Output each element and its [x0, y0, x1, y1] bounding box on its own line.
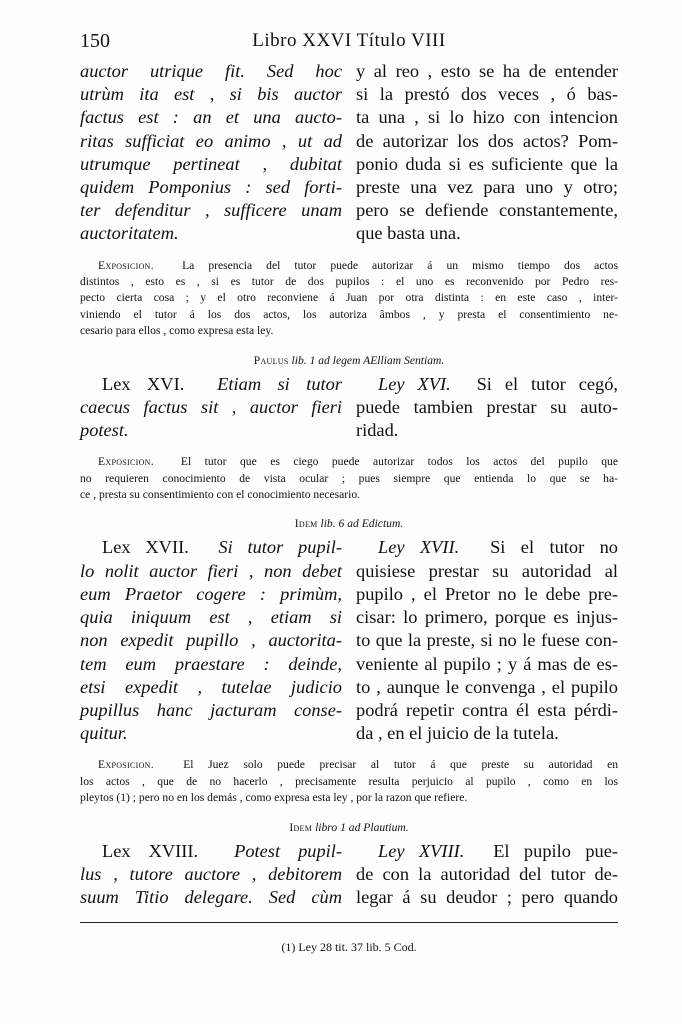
spanish-line: ridad. — [356, 420, 399, 441]
parallel-text-block — [80, 60, 618, 246]
latin-line: Etiam si tutor — [217, 373, 342, 394]
exposicion-label: Exposicion. — [98, 758, 154, 772]
latin-line: utrumque pertineat , dubitat — [80, 153, 342, 174]
spanish-line: puede tambien prestar su auto- — [356, 396, 618, 417]
exposicion-line: cesario para ellos , como expresa esta ley. — [80, 324, 274, 338]
source-reference: libro 1 ad Plautium. — [315, 820, 409, 834]
lex-number: Lex XVII. — [102, 537, 189, 558]
spanish-line: de autorizar los dos actos? Pom- — [356, 130, 618, 151]
exposicion-line: ce , presta su consentimiento con el conocimiento necesario. — [80, 488, 361, 502]
page-header — [80, 26, 618, 60]
spanish-line: si la prestó dos veces , ó bas- — [356, 84, 618, 105]
source-citation — [80, 821, 618, 834]
latin-line: auctoritatem. — [80, 223, 179, 244]
source-citation — [80, 517, 618, 530]
spanish-line: to que la preste, si no le fuese con- — [356, 630, 618, 651]
source-citation — [80, 354, 618, 367]
latin-line: eum Praetor cogere : primùm, — [80, 583, 342, 604]
exposicion-line: La presencia del tutor puede autorizar á un mismo tiempo dos actos — [182, 258, 618, 272]
exposicion-note — [80, 258, 618, 340]
page — [80, 26, 618, 909]
latin-line: lus , tutore auctore , debitorem — [80, 863, 342, 884]
latin-line: ritas sufficiat eo animo , ut ad — [80, 130, 342, 151]
latin-line: pupillus hanc jacturam conse- — [80, 699, 342, 720]
spanish-line: quisiese prestar su autoridad al — [356, 560, 618, 581]
latin-line: suum Titio delegare. Sed cùm — [80, 886, 342, 907]
law-block — [80, 373, 618, 443]
latin-line: non expedit pupillo , auctorita- — [80, 630, 342, 651]
spanish-line: da , en el juicio de la tutela. — [356, 723, 559, 744]
exposicion-line: viniendo el tutor á los dos actos, los autoriza âmbos , y presta el consentimiento ne- — [80, 307, 618, 321]
spanish-line: Si el tutor cegó, — [476, 373, 619, 394]
lex-number: Lex XVI. — [102, 373, 185, 394]
spanish-line: pupilo , el Pretor no le debe pre- — [356, 583, 618, 604]
latin-line: quia iniquum est , etiam si — [80, 607, 342, 628]
ley-number: Ley XVIII. — [378, 840, 465, 861]
ley-number: Ley XVII. — [378, 537, 460, 558]
latin-column — [80, 373, 342, 443]
source-author: Idem — [294, 517, 318, 531]
running-title: Libro XXVI Título VIII — [252, 30, 446, 51]
law-block — [80, 536, 618, 745]
spanish-line: ta una , si lo hizo con intencion — [356, 107, 618, 128]
exposicion-line: El Juez solo puede precisar al tutor á que preste su autoridad en — [183, 758, 619, 772]
latin-line: factus est : an et una aucto- — [80, 107, 342, 128]
footnote-rule — [80, 922, 618, 923]
source-author: Paulus — [253, 353, 289, 367]
spanish-line: Si el tutor no — [490, 537, 618, 558]
source-reference: lib. 6 ad Edictum. — [320, 517, 404, 531]
page-number: 150 — [80, 30, 110, 52]
spanish-column — [356, 840, 618, 910]
latin-line: lo nolit auctor fieri , non debet — [80, 560, 342, 581]
exposicion-line: distintos , esto es , si es tutor de dos pupilos : el uno es reconvenido por Pedro res- — [80, 275, 618, 289]
spanish-line: ponio duda si es suficiente que la — [356, 153, 618, 174]
lex-number: Lex XVIII. — [102, 840, 199, 861]
spanish-line: pero se defiende constantemente, — [356, 200, 618, 221]
latin-line: Si tutor pupil- — [218, 537, 342, 558]
exposicion-note — [80, 454, 618, 503]
footnote: (1) Ley 28 tit. 37 lib. 5 Cod. — [281, 940, 417, 954]
latin-column — [80, 60, 342, 246]
latin-line: ter defenditur , sufficere unam — [80, 200, 342, 221]
source-reference: lib. 1 ad legem AElliam Sentiam. — [291, 353, 445, 367]
spanish-column — [356, 60, 618, 246]
exposicion-line: los actos , que de no hacerlo , precisamente resulta perjuicio al pupilo , como en los — [80, 774, 618, 788]
exposicion-line: pleytos (1) ; pero no en los demás , como expresa esta ley , por la razon que refiere. — [80, 791, 468, 805]
source-author: Idem — [289, 820, 313, 834]
latin-line: utrùm ita est , si bis auctor — [80, 84, 342, 105]
spanish-line: y al reo , esto se ha de entender — [356, 61, 618, 81]
latin-line: potest. — [80, 420, 129, 441]
spanish-line: veniente al pupilo ; y á mas de es- — [356, 653, 618, 674]
exposicion-line: pecto cierta cosa ; y el otro reconviene á Juan por otra distinta : en este caso , inter- — [80, 291, 618, 305]
latin-line: Potest pupil- — [234, 840, 342, 861]
spanish-column — [356, 373, 618, 443]
spanish-line: que basta una. — [356, 223, 461, 244]
spanish-column — [356, 536, 618, 745]
exposicion-line: El tutor que es ciego puede autorizar todos los actos del pupilo que — [180, 455, 618, 469]
latin-line: auctor utrique fit. Sed hoc — [80, 61, 342, 81]
latin-column — [80, 840, 342, 910]
spanish-line: legar á su deudor ; pero quando — [356, 886, 618, 907]
ley-number: Ley XVI. — [378, 373, 451, 394]
spanish-line: cisar: lo primero, porque es injus- — [356, 607, 618, 628]
exposicion-note — [80, 757, 618, 806]
latin-line: caecus factus sit , auctor fieri — [80, 396, 342, 417]
latin-line: etsi expedit , tutelae judicio — [80, 676, 342, 697]
spanish-line: podrá repetir contra él esta pérdi- — [356, 699, 618, 720]
exposicion-label: Exposicion. — [98, 455, 154, 469]
latin-line: quitur. — [80, 723, 128, 744]
latin-line: quidem Pomponius : sed forti- — [80, 177, 342, 198]
exposicion-line: no requieren conocimiento de vista ocular ; pues siempre que entienda lo que se ha- — [80, 471, 618, 485]
spanish-line: preste una vez para uno y otro; — [356, 177, 618, 198]
spanish-line: El pupilo pue- — [493, 840, 618, 861]
exposicion-label: Exposicion. — [98, 258, 154, 272]
latin-line: tem eum praestare : deinde, — [80, 653, 342, 674]
law-block — [80, 840, 618, 910]
spanish-line: to , aunque le convenga , el pupilo — [356, 676, 618, 697]
latin-column — [80, 536, 342, 745]
spanish-line: de con la autoridad del tutor de- — [356, 863, 618, 884]
